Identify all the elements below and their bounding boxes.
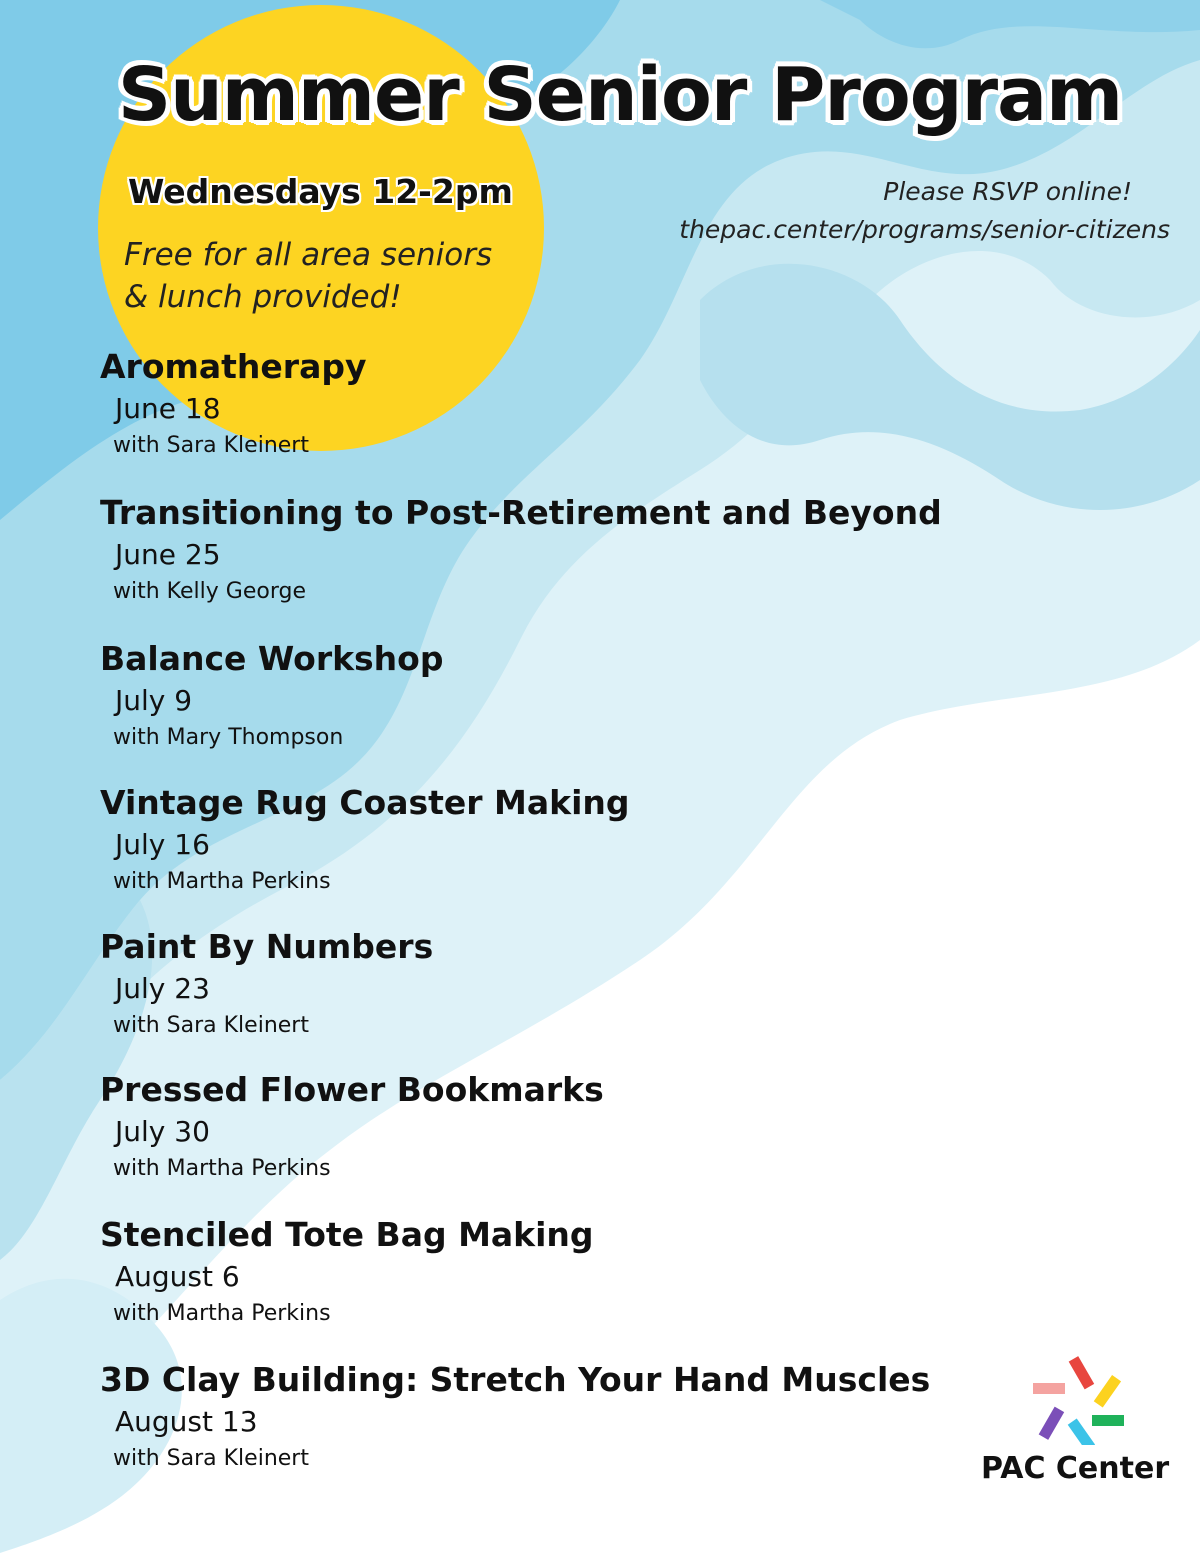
event-date: June 18 [115, 392, 221, 425]
event-item [100, 1213, 1000, 1358]
event-item [100, 1358, 1000, 1476]
event-date: August 6 [115, 1260, 240, 1293]
rsvp-block [590, 173, 1170, 249]
event-title: Aromatherapy [100, 347, 367, 386]
pac-center-burst-icon [1030, 1345, 1130, 1445]
event-title: Balance Workshop [100, 639, 444, 678]
rsvp-url[interactable]: thepac.center/programs/senior-citizens [679, 215, 1170, 244]
event-date: July 9 [115, 684, 193, 717]
free-lunch-note [124, 234, 544, 318]
pac-center-logo [975, 1345, 1185, 1486]
event-host: with Martha Perkins [113, 1301, 331, 1326]
event-date: June 25 [115, 538, 221, 571]
event-title: Pressed Flower Bookmarks [100, 1070, 604, 1109]
event-title: Transitioning to Post-Retirement and Beyond [100, 493, 942, 532]
event-host: with Kelly George [113, 579, 306, 604]
page-title: Summer Senior Program [117, 52, 1123, 138]
event-date: July 16 [115, 828, 210, 861]
event-title: Vintage Rug Coaster Making [100, 783, 630, 822]
event-title: Stenciled Tote Bag Making [100, 1215, 594, 1254]
event-host: with Martha Perkins [113, 1156, 331, 1181]
event-item [100, 925, 1000, 1068]
schedule-text: Wednesdays 12-2pm [128, 172, 513, 211]
event-host: with Sara Kleinert [113, 1446, 309, 1471]
logo-wordmark: PAC Center [981, 1451, 1170, 1486]
event-date: July 23 [115, 972, 210, 1005]
event-host: with Martha Perkins [113, 869, 331, 894]
event-item [100, 345, 1000, 491]
event-item [100, 491, 1000, 637]
event-host: with Sara Kleinert [113, 433, 309, 458]
free-line-1: Free for all area seniors [124, 237, 493, 273]
event-item [100, 637, 1000, 781]
event-host: with Mary Thompson [113, 725, 344, 750]
event-date: August 13 [115, 1405, 258, 1438]
free-line-2: & lunch provided! [124, 279, 402, 315]
rsvp-text: Please RSVP online! [883, 177, 1132, 206]
event-title: Paint By Numbers [100, 927, 434, 966]
event-title: 3D Clay Building: Stretch Your Hand Muscles [100, 1360, 931, 1399]
event-date: July 30 [115, 1115, 210, 1148]
event-item [100, 1068, 1000, 1213]
event-host: with Sara Kleinert [113, 1013, 309, 1038]
event-item [100, 781, 1000, 925]
event-list [100, 345, 1000, 1476]
